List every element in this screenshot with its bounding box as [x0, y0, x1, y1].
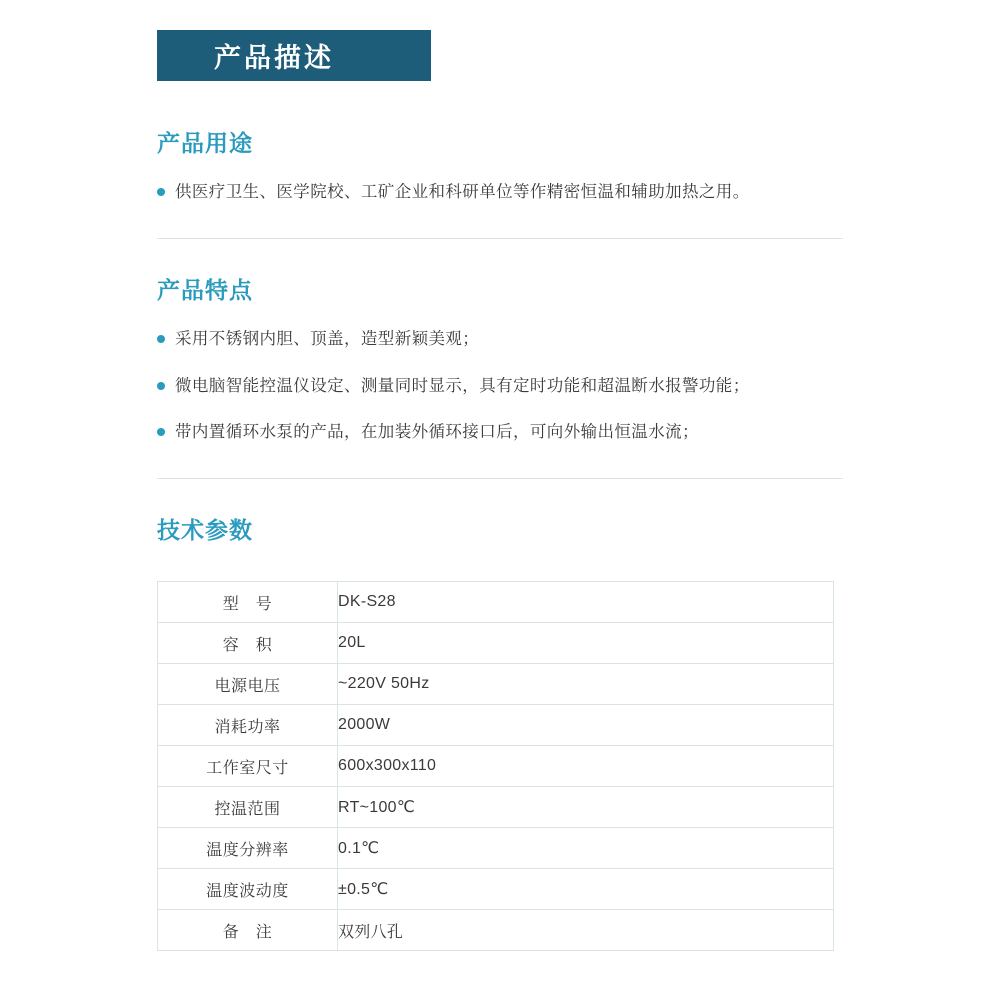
spec-label: 容 积: [158, 623, 338, 664]
table-row: [158, 705, 834, 746]
table-row: [158, 582, 834, 623]
spec-label: 型 号: [158, 582, 338, 623]
table-row: [158, 746, 834, 787]
table-row: [158, 869, 834, 910]
page-title-banner: [157, 30, 431, 81]
bullet-dot-icon: [157, 335, 165, 343]
spec-label: 温度波动度: [158, 869, 338, 910]
bullet-dot-icon: [157, 382, 165, 390]
section-product-features: [157, 272, 843, 445]
usage-list: [157, 180, 843, 205]
divider: [157, 478, 843, 479]
list-item: [157, 180, 843, 205]
spec-label: 备 注: [158, 910, 338, 951]
page-title: 产品描述: [214, 43, 334, 73]
table-row: [158, 828, 834, 869]
bullet-dot-icon: [157, 428, 165, 436]
spec-table: [157, 581, 834, 951]
bullet-dot-icon: [157, 188, 165, 196]
list-item-text: 采用不锈钢内胆、顶盖，造型新颖美观；: [175, 329, 480, 348]
section-technical-specs: [157, 512, 843, 951]
spec-value: DK-S28: [338, 582, 834, 623]
spec-value: 20L: [338, 623, 834, 664]
section-heading-usage: 产品用途: [157, 130, 253, 156]
spec-label: 控温范围: [158, 787, 338, 828]
list-item-text: 供医疗卫生、医学院校、工矿企业和科研单位等作精密恒温和辅助加热之用。: [175, 183, 750, 201]
spec-label: 消耗功率: [158, 705, 338, 746]
spec-label: 电源电压: [158, 664, 338, 705]
section-heading-specs: 技术参数: [157, 517, 253, 543]
spec-label: 工作室尺寸: [158, 746, 338, 787]
spec-label: 温度分辨率: [158, 828, 338, 869]
spec-value: ±0.5℃: [338, 869, 834, 910]
list-item: [157, 327, 843, 352]
list-item-text: 带内置循环水泵的产品，在加装外循环接口后，可向外输出恒温水流；: [175, 423, 699, 442]
spec-value: ~220V 50Hz: [338, 664, 834, 705]
spec-value: 双列八孔: [338, 910, 834, 951]
table-row: [158, 623, 834, 664]
spec-value: 600x300x110: [338, 746, 834, 787]
table-row: [158, 910, 834, 951]
list-item: [157, 420, 843, 445]
spec-value: 0.1℃: [338, 828, 834, 869]
list-item: [157, 374, 843, 399]
spec-value: 2000W: [338, 705, 834, 746]
table-row: [158, 664, 834, 705]
bottom-spacer: [157, 951, 843, 1007]
section-heading-features: 产品特点: [157, 276, 253, 303]
divider: [157, 238, 843, 239]
section-product-usage: [157, 125, 843, 205]
content-column: [157, 0, 843, 1007]
features-list: [157, 327, 843, 445]
list-item-text: 微电脑智能控温仪设定、测量同时显示，具有定时功能和超温断水报警功能；: [175, 376, 750, 395]
spec-value: RT~100℃: [338, 787, 834, 828]
spec-table-wrapper: [157, 581, 843, 951]
table-row: [158, 787, 834, 828]
